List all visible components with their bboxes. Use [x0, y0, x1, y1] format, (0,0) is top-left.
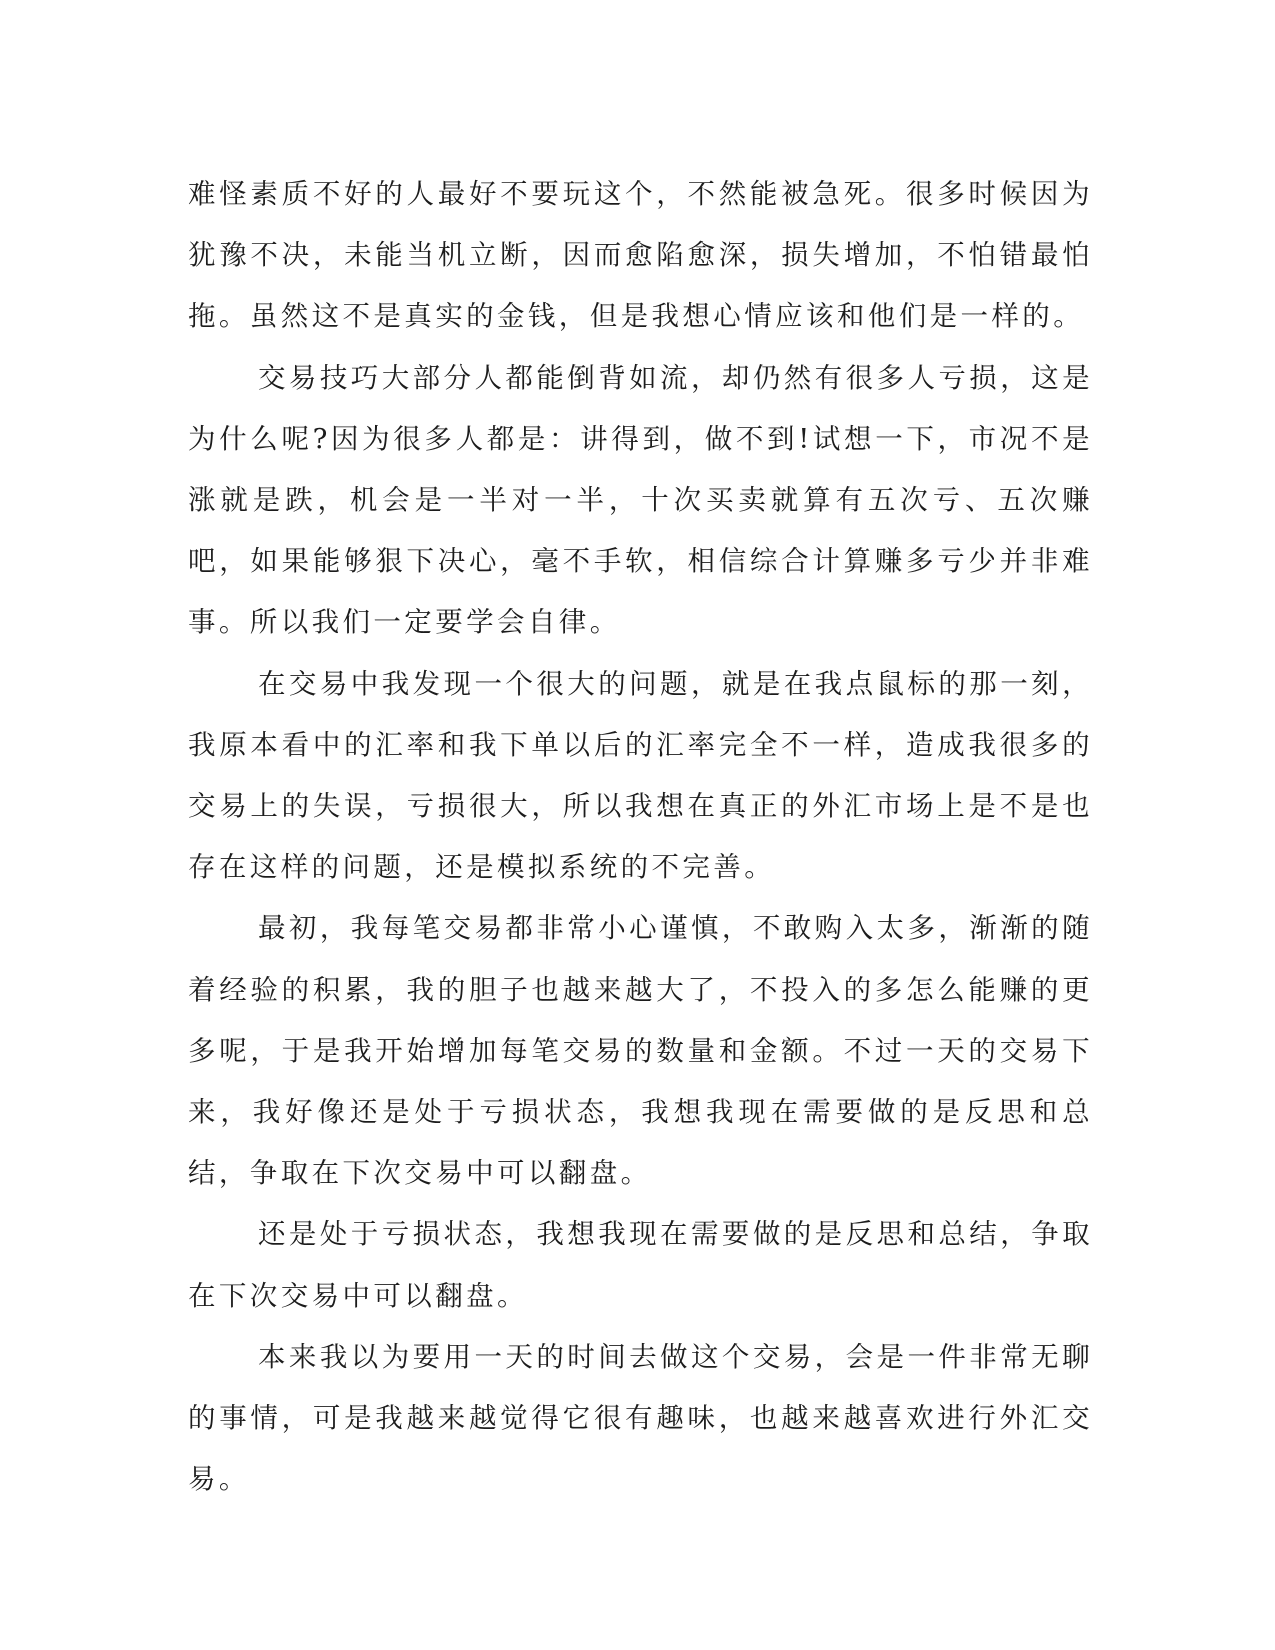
- paragraph-6: 本来我以为要用一天的时间去做这个交易，会是一件非常无聊的事情，可是我越来越觉得它很有趣味，也越来越喜欢进行外汇交易。: [188, 1340, 1093, 1496]
- paragraph-2: 交易技巧大部分人都能倒背如流，却仍然有很多人亏损，这是为什么呢?因为很多人都是：讲得到，做不到!试想一下，市况不是涨就是跌，机会是一半对一半，十次买卖就算有五次亏、五次赚吧，如果能够狠下决心，毫不手软，相信综合计算赚多亏少并非难事。所以我们一定要学会自律。: [188, 361, 1093, 639]
- paragraph-5: 还是处于亏损状态，我想我现在需要做的是反思和总结，争取在下次交易中可以翻盘。: [188, 1218, 1093, 1312]
- paragraph-1: 难怪素质不好的人最好不要玩这个，不然能被急死。很多时候因为犹豫不决，未能当机立断，因而愈陷愈深，损失增加，不怕错最怕拖。虽然这不是真实的金钱，但是我想心情应该和他们是一样的。: [188, 178, 1093, 333]
- paragraph-4: 最初，我每笔交易都非常小心谨慎，不敢购入太多，渐渐的随着经验的积累，我的胆子也越来越大了，不投入的多怎么能赚的更多呢，于是我开始增加每笔交易的数量和金额。不过一天的交易下来，我好像还是处于亏损状态，我想我现在需要做的是反思和总结，争取在下次交易中可以翻盘。: [188, 912, 1093, 1190]
- paragraph-3: 在交易中我发现一个很大的问题，就是在我点鼠标的那一刻，我原本看中的汇率和我下单以后的汇率完全不一样，造成我很多的交易上的失误，亏损很大，所以我想在真正的外汇市场上是不是也存在这样的问题，还是模拟系统的不完善。: [188, 667, 1093, 884]
- document-body: [188, 164, 1093, 1510]
